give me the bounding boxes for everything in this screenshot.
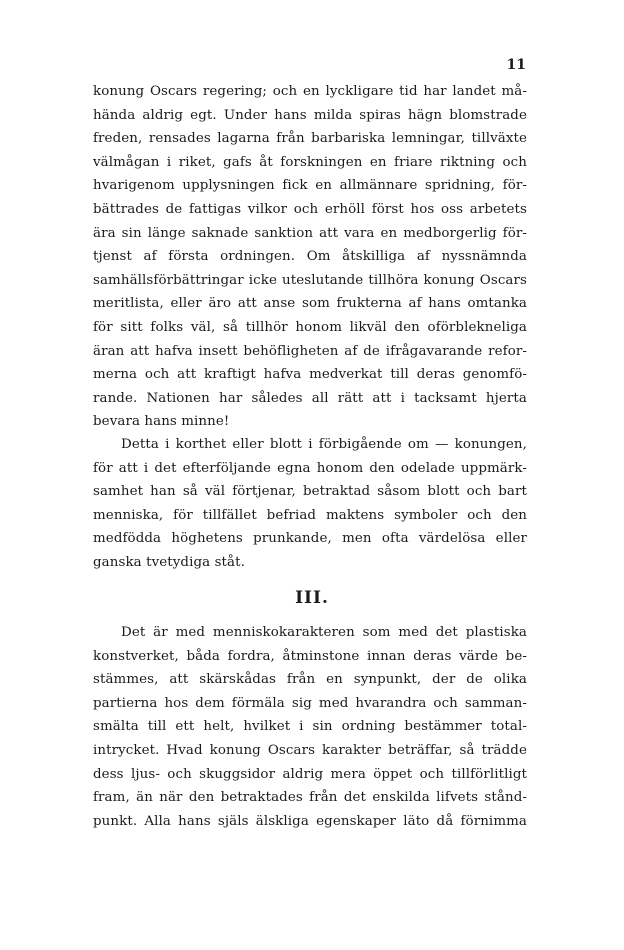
- text-line: rande. Nationen har således all rätt att i tacksamt hjerta: [93, 390, 527, 406]
- text-line: meritlista, eller äro att anse som frukterna af hans omtanka: [93, 296, 527, 312]
- text-line: samhet han så väl förtjenar, betraktad såsom blott och bart: [93, 484, 527, 500]
- paragraph-1: [93, 80, 527, 434]
- paragraph-3: [93, 621, 527, 833]
- text-line: äran att hafva insett behöfligheten af de ifrågavarande refor-: [93, 343, 527, 359]
- text-line: freden, rensades lagarna från barbariska lemningar, tillväxte: [93, 131, 527, 147]
- text-line: stämmes, att skärskådas från en synpunkt, der de olika: [93, 672, 527, 688]
- text-line: konstverket, båda fordra, åtminstone innan deras värde be-: [93, 648, 527, 664]
- text-line: partierna hos dem förmäla sig med hvarandra och samman-: [93, 695, 527, 711]
- text-line: samhällsförbättringar icke uteslutande tillhöra konung Oscars: [93, 272, 527, 288]
- text-line: bevara hans minne!: [93, 414, 230, 430]
- text-line: för sitt folks väl, så tillhör honom likväl den oförblekneliga: [93, 319, 527, 335]
- text-line: fram, än när den betraktades från det enskilda lifvets stånd-: [93, 790, 527, 806]
- text-line: konung Oscars regering; och en lyckligare tid har landet må-: [93, 84, 527, 99]
- text-line: hända aldrig egt. Under hans milda spiras hägn blomstrade: [93, 107, 527, 123]
- section-heading: III.: [295, 588, 329, 608]
- text-line: välmågan i riket, gafs åt forskningen en friare riktning och: [93, 154, 527, 170]
- text-line: smälta till ett helt, hvilket i sin ordning bestämmer total-: [93, 719, 527, 735]
- text-line: medfödda höghetens prunkande, men ofta värdelösa eller: [93, 531, 527, 547]
- text-line: intrycket. Hvad konung Oscars karakter beträffar, så trädde: [93, 742, 527, 758]
- paragraph-2: [93, 433, 527, 575]
- text-line: dess ljus- och skuggsidor aldrig mera öppet och tillförlitligt: [93, 766, 527, 782]
- text-line: merna och att kraftigt hafva medverkat till deras genomfö-: [93, 367, 527, 383]
- text-line: Det är med menniskokarakteren som med det plastiska: [121, 625, 527, 640]
- text-line: för att i det efterföljande egna honom den odelade uppmärk-: [93, 460, 527, 476]
- text-line: ganska tvetydiga ståt.: [93, 554, 245, 570]
- page-number: 11: [506, 57, 526, 73]
- text-line: tjenst af första ordningen. Om åtskilliga af nyssnämnda: [93, 249, 527, 265]
- text-line: ära sin länge saknade sanktion att vara en medborgerlig för-: [93, 225, 527, 241]
- text-line: punkt. Alla hans själs älskliga egenskaper läto då förnimma: [93, 813, 527, 829]
- text-line: bättrades de fattigas vilkor och erhöll först hos oss arbetets: [93, 201, 527, 217]
- text-line: Detta i korthet eller blott i förbigående om — konungen,: [121, 437, 527, 452]
- text-line: menniska, för tillfället befriad maktens symboler och den: [93, 507, 527, 523]
- text-line: hvarigenom upplysningen fick en allmännare spridning, för-: [93, 178, 527, 194]
